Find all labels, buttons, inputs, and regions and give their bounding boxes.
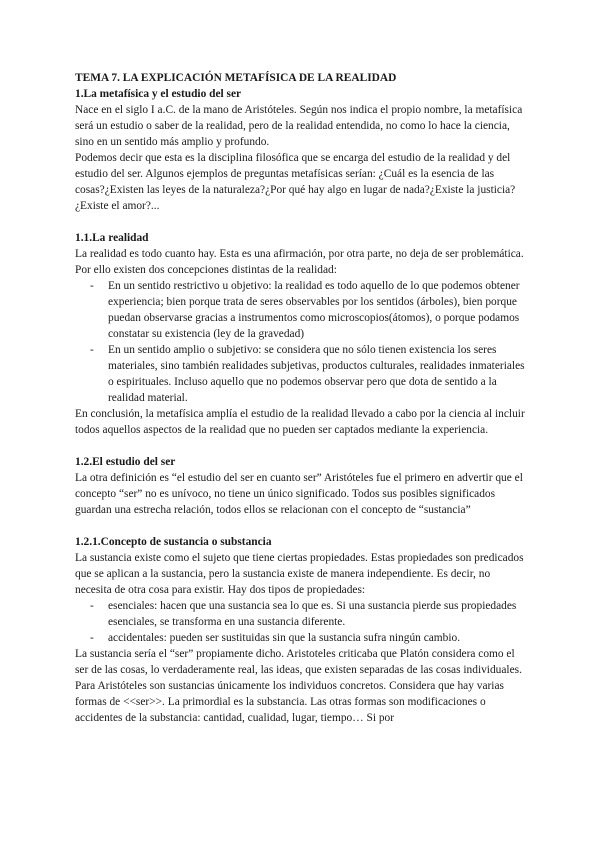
document-page bbox=[75, 70, 525, 726]
dash-bullet: - bbox=[90, 344, 94, 356]
paragraph: La otra definición es “el estudio del ser en cuanto ser” Aristóteles fue el primero en advertir que el concepto “ser” no es unívoco, no tiene un único significado. Todos sus posibles significados guardan una estrecha relación, todos ellos se relacionan con el concepto de “sustancia” bbox=[75, 472, 523, 516]
paragraph: En conclusión, la metafísica amplía el estudio de la realidad llevado a cabo por la ciencia al incluir todos aquellos aspectos de la realidad que no pueden ser captados mediante la experiencia. bbox=[75, 408, 525, 436]
section-heading-1-1: 1.1.La realidad bbox=[75, 232, 149, 244]
document-title: TEMA 7. LA EXPLICACIÓN METAFÍSICA DE LA REALIDAD bbox=[75, 72, 397, 84]
list-item-text: En un sentido restrictivo u objetivo: la realidad es todo aquello de lo que podemos obtener experiencia; bien porque trata de seres observables por los sentidos (árboles), bien porque puedan observarse gracias a instrumentos como microscopios(átomos), o porque podamos constatar su existencia (ley de la gravedad) bbox=[108, 280, 520, 340]
list-item bbox=[75, 278, 525, 342]
spacer bbox=[75, 214, 525, 230]
dash-bullet: - bbox=[90, 632, 94, 644]
list-item-text: esenciales: hacen que una sustancia sea lo que es. Si una sustancia pierde sus propiedades esenciales, se transforma en una sustancia diferente. bbox=[108, 600, 517, 628]
dash-bullet: - bbox=[90, 280, 94, 292]
paragraph: Podemos decir que esta es la disciplina filosófica que se encarga del estudio de la realidad y del estudio del ser. Algunos ejemplos de preguntas metafísicas serían: ¿Cuál es la esencia de las cosas?¿Existen las leyes de la naturaleza?¿Por qué hay algo en lugar de nada?¿Existe la justicia?¿Existe el amor?... bbox=[75, 152, 516, 212]
dash-list bbox=[75, 278, 525, 406]
paragraph: La realidad es todo cuanto hay. Esta es una afirmación, por otra parte, no deja de ser problemática. Por ello existen dos concepciones distintas de la realidad: bbox=[75, 248, 524, 276]
paragraph: La sustancia existe como el sujeto que tiene ciertas propiedades. Estas propiedades son predicados que se aplican a la sustancia, pero la sustancia existe de manera independiente. Es decir, no necesita de otra cosa para existir. Hay dos tipos de propiedades: bbox=[75, 552, 524, 596]
list-item bbox=[75, 598, 525, 630]
list-item-text: En un sentido amplio o subjetivo: se considera que no sólo tienen existencia los seres materiales, sino también realidades subjetivas, productos culturales, realidades inmateriales o espirituales. Incluso aquello que no podemos observar pero que dota de sentido a la realidad material. bbox=[108, 344, 525, 404]
section-heading-1-2: 1.2.El estudio del ser bbox=[75, 456, 176, 468]
spacer bbox=[75, 438, 525, 454]
section-heading-1: 1.La metafísica y el estudio del ser bbox=[75, 88, 242, 100]
list-item-text: accidentales: pueden ser sustituidas sin que la sustancia sufra ningún cambio. bbox=[108, 632, 461, 644]
paragraph: Nace en el siglo I a.C. de la mano de Aristóteles. Según nos indica el propio nombre, la metafísica será un estudio o saber de la realidad, pero de la realidad entendida, no como lo hace la ciencia, sino en un sentido más amplio y profundo. bbox=[75, 104, 523, 148]
list-item bbox=[75, 630, 525, 646]
spacer bbox=[75, 518, 525, 534]
dash-bullet: - bbox=[90, 600, 94, 612]
paragraph: La sustancia sería el “ser” propiamente dicho. Aristoteles criticaba que Platón considera como el ser de las cosas, lo verdaderamente real, las ideas, que existen separadas de las cosas individuales. Para Aristóteles son sustancias únicamente los individuos concretos. Considera que hay varias formas de <<ser>>. La primordial es la substancia. Las otras formas son modificaciones o accidentes de la substancia: cantidad, cualidad, lugar, tiempo… Si por bbox=[75, 648, 522, 724]
dash-list bbox=[75, 598, 525, 646]
list-item bbox=[75, 342, 525, 406]
section-heading-1-2-1: 1.2.1.Concepto de sustancia o substancia bbox=[75, 536, 272, 548]
